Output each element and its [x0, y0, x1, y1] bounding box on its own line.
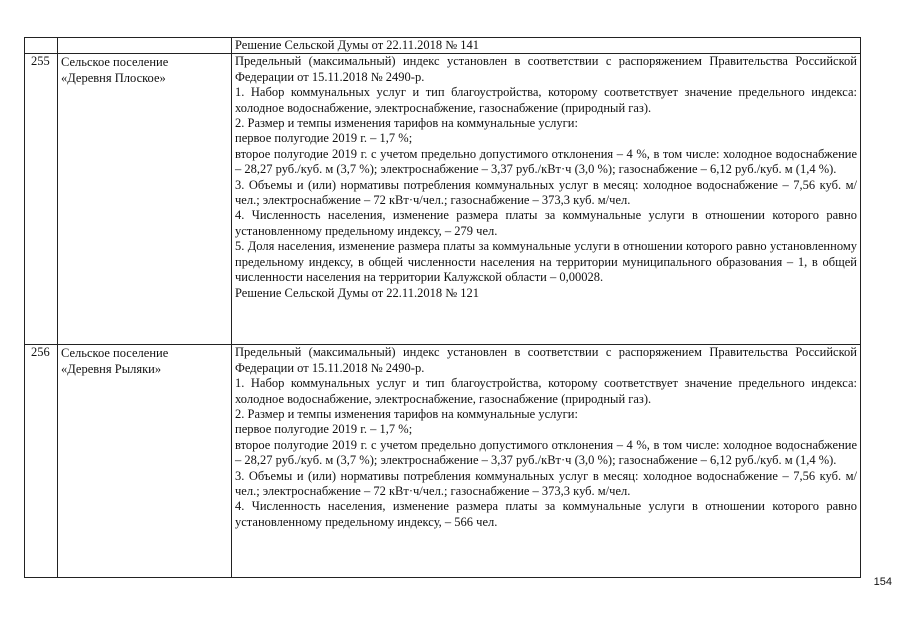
paragraph: Предельный (максимальный) индекс установлен в соответствии с распоряжением Правительства Российской Федерации от 15.11.2018 № 2490-р. [235, 345, 857, 375]
settlement-cell [58, 38, 232, 54]
row-number: 255 [25, 54, 58, 345]
decision-text: Решение Сельской Думы от 22.11.2018 № 121 [235, 285, 480, 300]
table-row [25, 345, 861, 578]
paragraph: первое полугодие 2019 г. – 1,7 %; [235, 422, 413, 437]
paragraph: второе полугодие 2019 г. с учетом предельно допустимого отклонения – 4 %, в том числе: холодное водоснабжение – 28,27 руб./куб. м (3,7 %); электроснабжение – 3,37 руб./кВт·ч (3,0 %); газоснабжение – 6,12 руб./куб. м (1,4 %). [235, 146, 857, 177]
paragraph: 2. Размер и темпы изменения тарифов на коммунальные услуги: [235, 116, 578, 131]
tariff-table [24, 37, 861, 578]
index-description [232, 345, 861, 578]
paragraph: 1. Набор коммунальных услуг и тип благоустройства, которому соответствует значение предельного индекса: холодное водоснабжение, электроснабжение, газоснабжение (природный газ). [235, 85, 857, 115]
paragraph: второе полугодие 2019 г. с учетом предельно допустимого отклонения – 4 %, в том числе: холодное водоснабжение – 28,27 руб./куб. м (3,7 %); электроснабжение – 3,37 руб./кВт·ч (3,0 %); газоснабжение – 6,12 руб./куб. м (1,4 %). [235, 437, 857, 468]
number-cell [25, 38, 58, 54]
paragraph: 3. Объемы и (или) нормативы потребления коммунальных услуг в месяц: холодное водоснабжение – 7,56 куб. м/чел.; электроснабжение – 72 кВт·ч/чел.; газоснабжение – 373,3 куб. м/чел. [235, 177, 857, 208]
settlement-name-line: Сельское поселение [61, 346, 169, 361]
paragraph: Предельный (максимальный) индекс установлен в соответствии с распоряжением Правительства Российской Федерации от 15.11.2018 № 2490-р. [235, 54, 857, 84]
table-row [25, 54, 861, 345]
row-number: 256 [25, 345, 58, 578]
index-description [232, 54, 861, 345]
document-page [24, 37, 860, 577]
page-number: 154 [873, 576, 892, 588]
table-row [25, 38, 861, 54]
paragraph: 1. Набор коммунальных услуг и тип благоустройства, которому соответствует значение предельного индекса: холодное водоснабжение, электроснабжение, газоснабжение (природный газ). [235, 376, 857, 406]
settlement-cell [58, 54, 232, 345]
settlement-name-line: «Деревня Плоское» [61, 71, 166, 86]
paragraph: 5. Доля населения, изменение размера платы за коммунальные услуги в отношении которого равно установленному предельному индексу, в общей численности населения на территории муниципального образования – 1, в общей численности населения на территории Калужской области – 0,00028. [235, 239, 857, 285]
decision-cell [232, 38, 861, 54]
paragraph: 4. Численность населения, изменение размера платы за коммунальные услуги в отношении которого равно установленному предельному индексу, – 279 чел. [235, 208, 857, 238]
paragraph: 4. Численность населения, изменение размера платы за коммунальные услуги в отношении которого равно установленному предельному индексу, – 566 чел. [235, 499, 857, 529]
settlement-cell [58, 345, 232, 578]
paragraph: 2. Размер и темпы изменения тарифов на коммунальные услуги: [235, 407, 578, 422]
settlement-name-line: «Деревня Рыляки» [61, 362, 162, 377]
settlement-name-line: Сельское поселение [61, 55, 169, 70]
paragraph: 3. Объемы и (или) нормативы потребления коммунальных услуг в месяц: холодное водоснабжение – 7,56 куб. м/чел.; электроснабжение – 72 кВт·ч/чел.; газоснабжение – 373,3 куб. м/чел. [235, 468, 857, 499]
decision-text: Решение Сельской Думы от 22.11.2018 № 141 [235, 38, 480, 52]
paragraph: первое полугодие 2019 г. – 1,7 %; [235, 131, 413, 146]
